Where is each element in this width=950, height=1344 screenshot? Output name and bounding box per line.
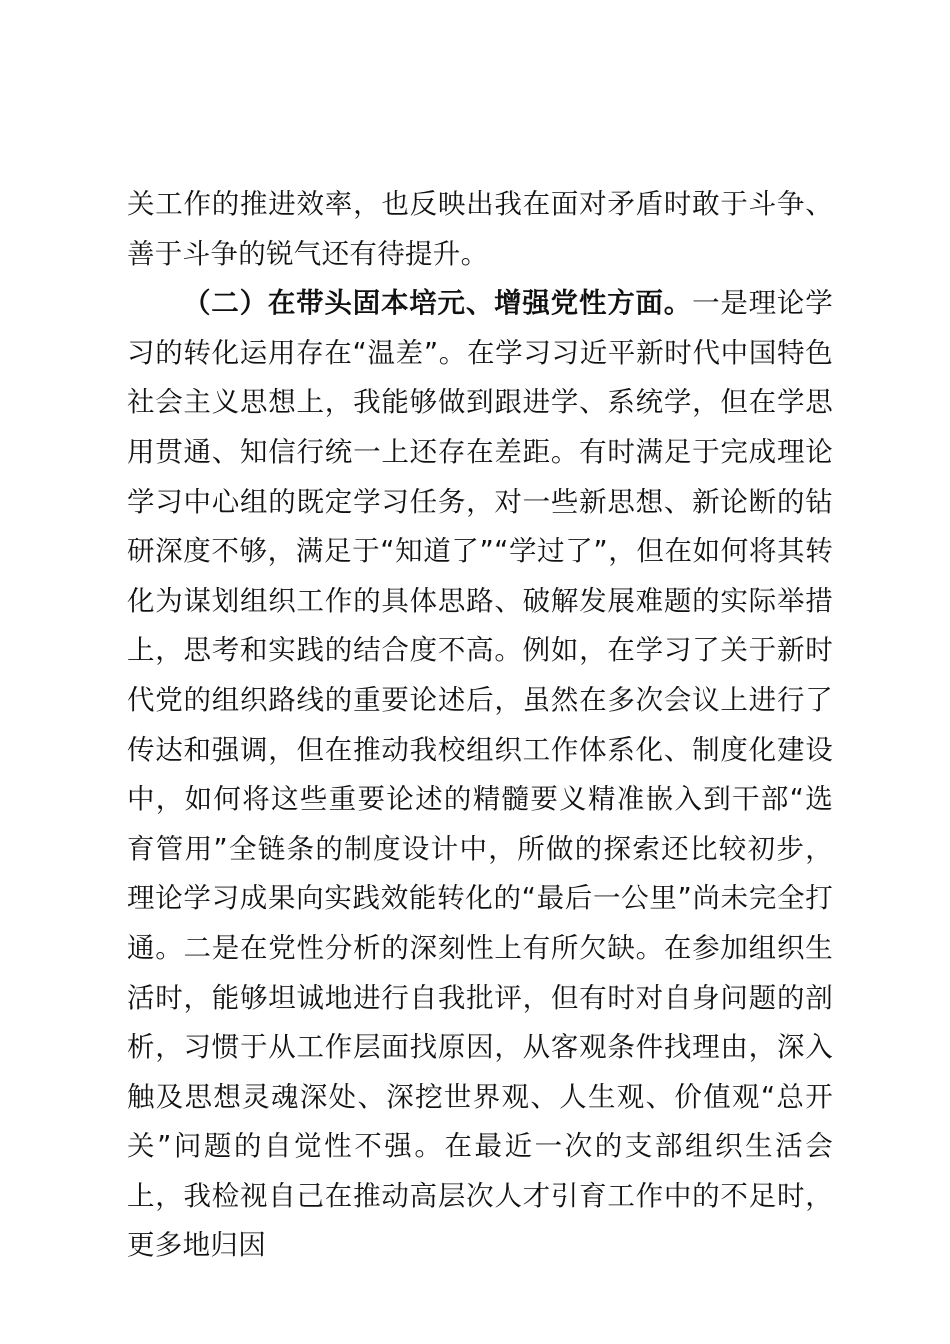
section-heading: （二）在带头固本培元、增强党性方面。 xyxy=(183,287,693,320)
paragraph-section-two xyxy=(127,279,833,1271)
paragraph-continuation xyxy=(127,180,833,279)
document-body xyxy=(127,180,833,1271)
paragraph-text: 一是理论学习的转化运用存在“温差”。在学习习近平新时代中国特色社会主义思想上，我能够做到跟进学、系统学，但在学思用贯通、知信行统一上还存在差距。有时满足于完成理论学习中心组的既定学习任务，对一些新思想、新论断的钻研深度不够，满足于“知道了”“学过了”，但在如何将其转化为谋划组织工作的具体思路、破解发展难题的实际举措上，思考和实践的结合度不高。例如，在学习了关于新时代党的组织路线的重要论述后，虽然在多次会议上进行了传达和强调，但在推动我校组织工作体系化、制度化建设中，如何将这些重要论述的精髓要义精准嵌入到干部“选育管用”全链条的制度设计中，所做的探索还比较初步，理论学习成果向实践效能转化的“最后一公里”尚未完全打通。二是在党性分析的深刻性上有所欠缺。在参加组织生活时，能够坦诚地进行自我批评，但有时对自身问题的剖析，习惯于从工作层面找原因，从客观条件找理由，深入触及思想灵魂深处、深挖世界观、人生观、价值观“总开关”问题的自觉性不强。在最近一次的支部组织生活会上，我检视自己在推动高层次人才引育工作中的不足时，更多地归因 xyxy=(127,287,834,1262)
paragraph-text: 关工作的推进效率，也反映出我在面对矛盾时敢于斗争、善于斗争的锐气还有待提升。 xyxy=(127,188,833,270)
